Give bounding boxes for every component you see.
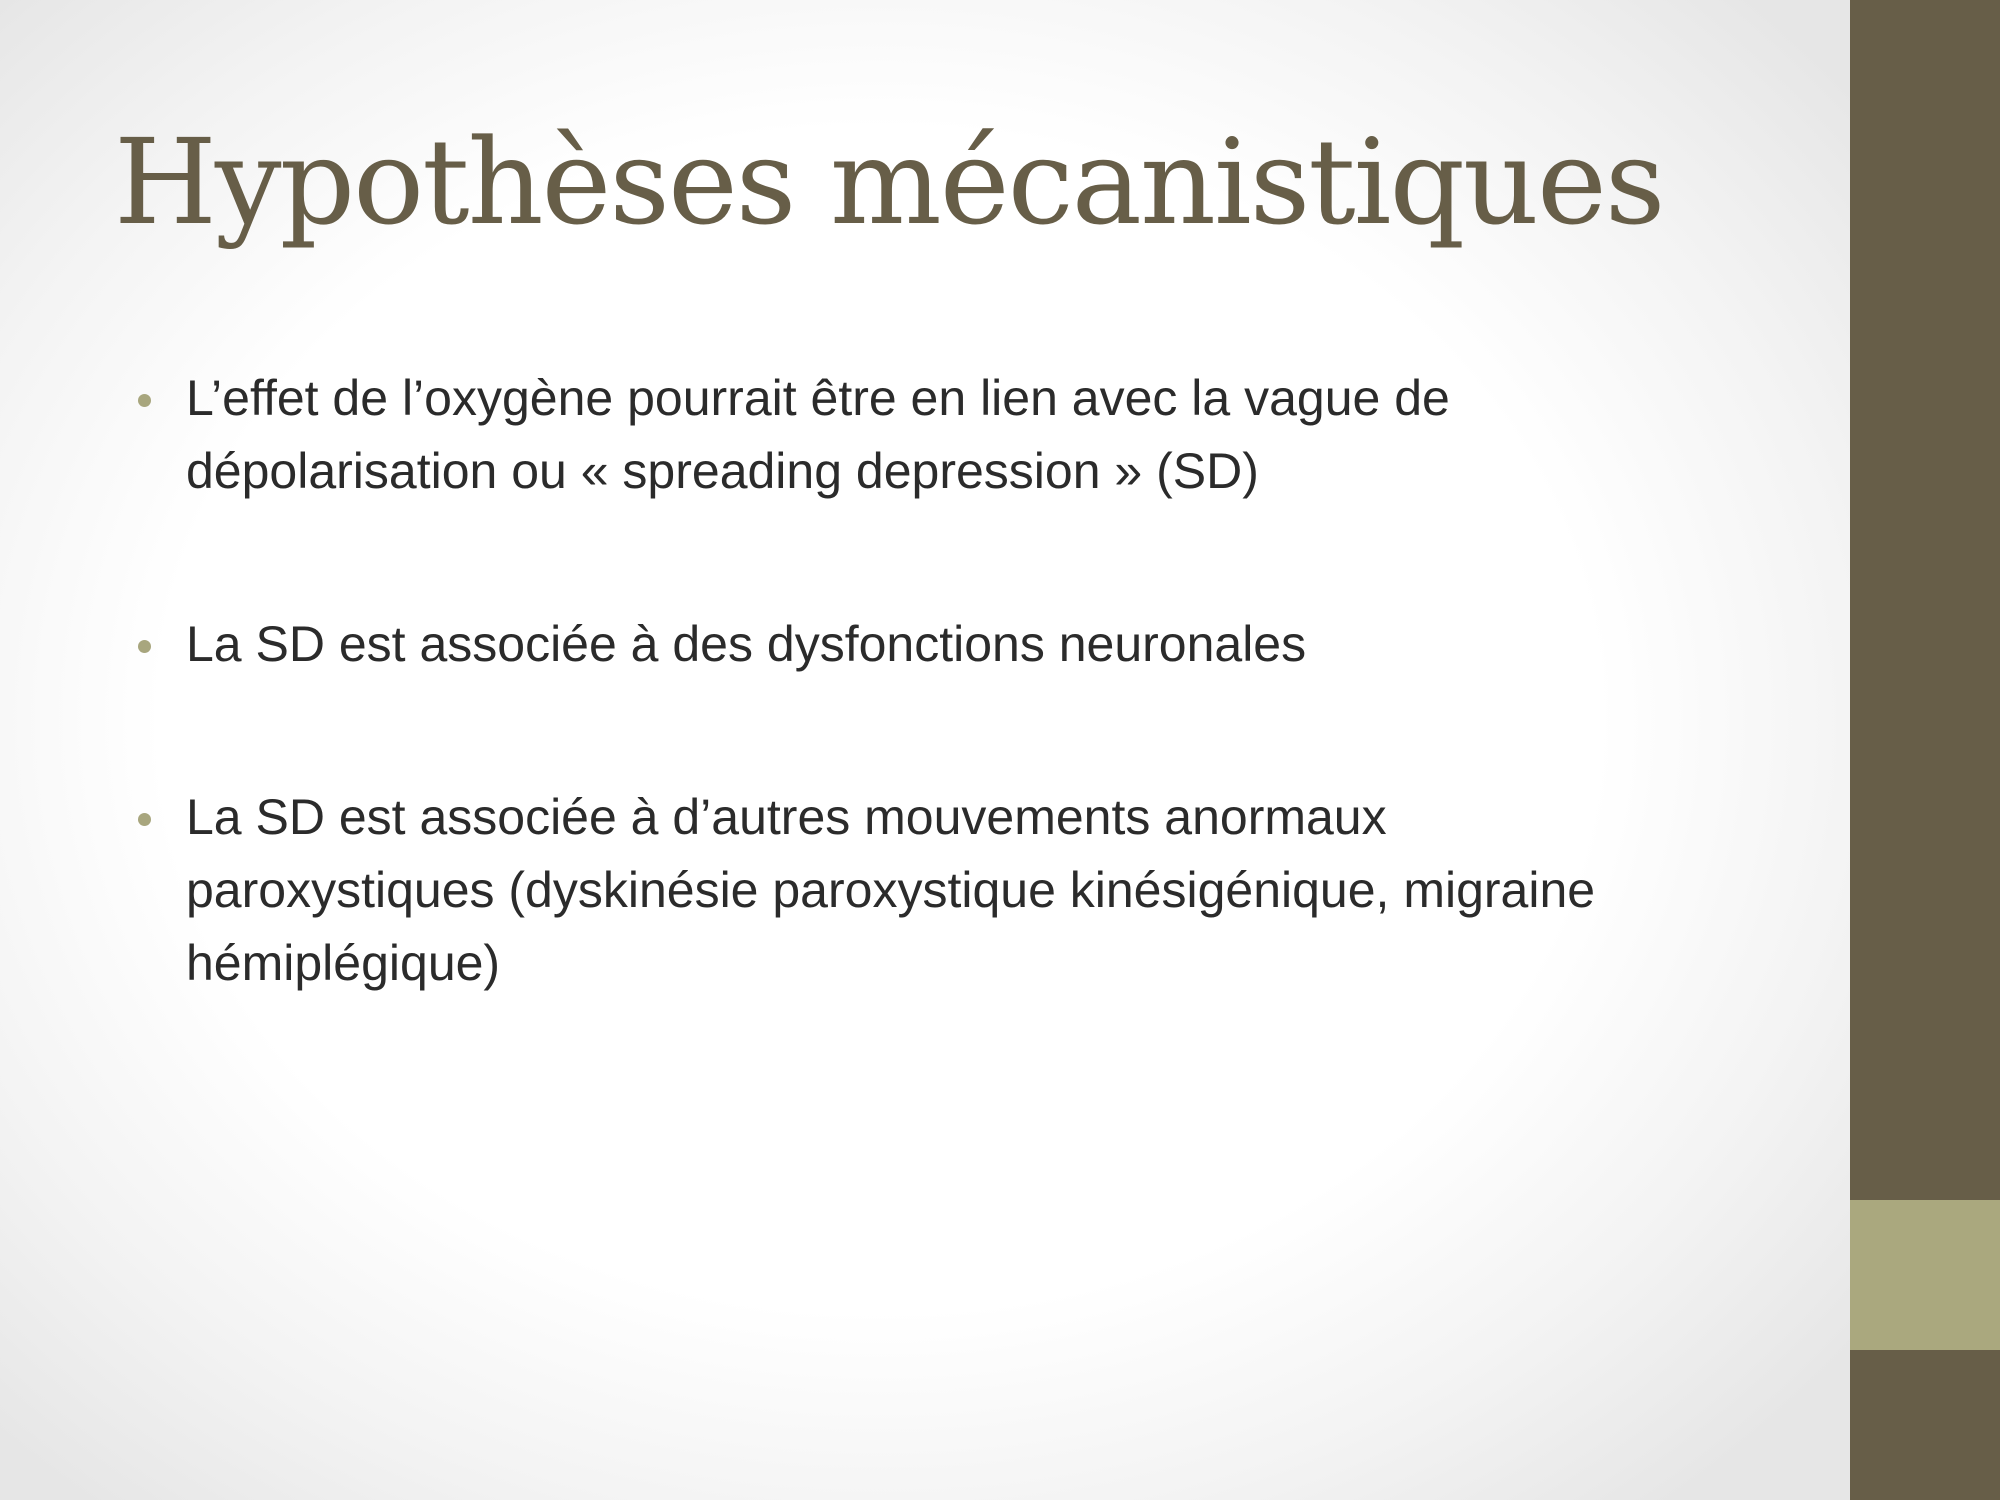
slide-title: Hypothèses mécanistiques [114, 113, 1664, 251]
bullet-dot-icon [138, 394, 151, 407]
bullet-text: La SD est associée à d’autres mouvements anormaux paroxystiques (dyskinésie paroxystique kinésigénique, migraine hémiplégique) [186, 789, 1596, 991]
bullet-item [130, 781, 1690, 1000]
sidebar-accent-block [1850, 1200, 2000, 1350]
bullet-dot-icon [138, 640, 151, 653]
bullet-text: L’effet de l’oxygène pourrait être en lien avec la vague de dépolarisation ou « spreading depression » (SD) [186, 370, 1450, 499]
bullet-dot-icon [138, 813, 151, 826]
bullet-item [130, 362, 1690, 508]
bullet-list [130, 362, 1690, 1100]
bullet-text: La SD est associée à des dysfonctions neuronales [186, 616, 1307, 672]
bullet-item [130, 608, 1690, 681]
decorative-sidebar [1850, 0, 2000, 1500]
